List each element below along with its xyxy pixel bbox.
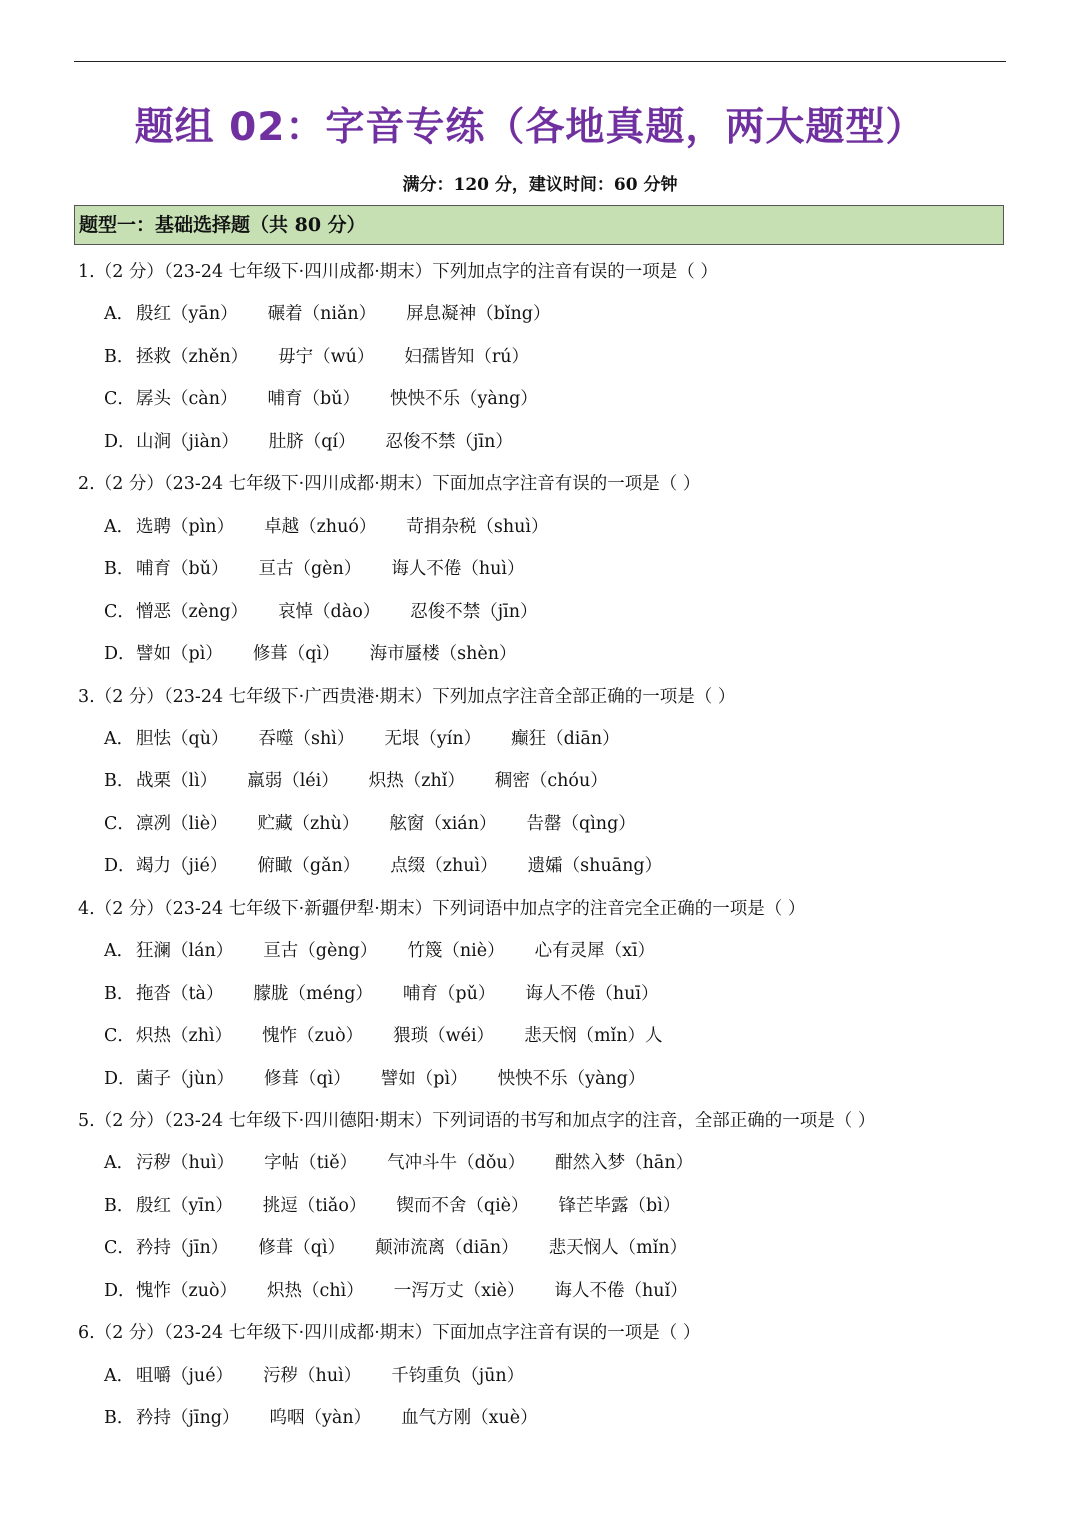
option-letter: C． — [104, 1238, 135, 1259]
option-word: 殷红（yīn） — [136, 1195, 233, 1216]
option-word: 锲而不舍（qiè） — [396, 1195, 529, 1216]
option-word: 朦胧（méng） — [253, 983, 373, 1004]
option-word: 炽热（zhì） — [136, 1026, 233, 1047]
option-word: 气冲斗牛（dǒu） — [387, 1153, 526, 1174]
answer-option — [104, 598, 538, 623]
option-letter: B． — [104, 1408, 135, 1429]
option-word: 凛冽（liè） — [136, 813, 228, 834]
option-word: 妇孺皆知（rú） — [404, 346, 530, 367]
option-word: 怏怏不乐（yàng） — [497, 1068, 646, 1089]
option-letter: B． — [104, 559, 135, 580]
option-word: 战栗（lì） — [136, 771, 218, 792]
option-word: 贮藏（zhù） — [257, 813, 360, 834]
option-word: 诲人不倦（huǐ） — [554, 1280, 688, 1301]
option-word: 竭力（jié） — [136, 856, 228, 877]
option-word: 狂澜（lán） — [136, 941, 234, 962]
option-word: 殷红（yān） — [136, 304, 238, 325]
answer-option — [104, 1022, 663, 1047]
option-word: 亘古（gèng） — [263, 941, 378, 962]
option-word: 忍俊不禁（jīn） — [410, 601, 538, 622]
question-stem: 1.（2 分）（23-24 七年级下·四川成都·期末）下列加点字的注音有误的一项是（ ） — [78, 262, 718, 282]
option-word: 忍俊不禁（jīn） — [385, 431, 513, 452]
answer-option — [104, 810, 636, 835]
option-word: 污秽（huì） — [136, 1153, 235, 1174]
option-word: 心有灵犀（xī） — [534, 941, 656, 962]
option-letter: D． — [104, 1280, 136, 1301]
question-stem: 4.（2 分）（23-24 七年级下·新疆伊犁·期末）下列词语中加点字的注音完全正确的一项是（ ） — [78, 898, 806, 919]
option-word: 羸弱（léi） — [247, 771, 339, 792]
option-letter: A． — [104, 516, 135, 537]
option-word: 哺育（bǔ） — [267, 389, 360, 410]
answer-option — [104, 300, 550, 325]
option-word: 毋宁（wú） — [278, 346, 375, 367]
option-word: 憎恶（zèng） — [136, 601, 249, 622]
option-word: 哺育（bǔ） — [136, 559, 229, 580]
option-word: 血气方刚（xuè） — [401, 1408, 538, 1429]
option-word: 亘古（gèn） — [258, 559, 362, 580]
answer-option — [104, 1404, 538, 1429]
answer-option — [104, 343, 529, 368]
option-word: 选聘（pìn） — [136, 516, 235, 537]
option-word: 酣然入梦（hān） — [555, 1153, 694, 1174]
option-letter: C． — [104, 389, 135, 410]
option-word: 碾着（niǎn） — [267, 304, 377, 325]
option-word: 苛捐杂税（shuì） — [406, 516, 549, 537]
option-letter: D． — [104, 1068, 136, 1089]
answer-option — [104, 980, 659, 1005]
option-word: 吞噬（shì） — [258, 728, 355, 749]
option-letter: C． — [104, 1026, 135, 1047]
option-word: 肚脐（qí） — [268, 431, 356, 452]
option-word: 卓越（zhuó） — [264, 516, 377, 537]
option-word: 遗孀（shuāng） — [527, 856, 663, 877]
option-word: 譬如（pì） — [380, 1068, 468, 1089]
option-word: 颠沛流离（diān） — [375, 1238, 519, 1259]
option-letter: A． — [104, 1365, 135, 1386]
answer-option — [104, 1277, 688, 1302]
option-letter: C． — [104, 601, 135, 622]
option-word: 山涧（jiàn） — [136, 431, 239, 452]
option-word: 挑逗（tiǎo） — [262, 1195, 367, 1216]
option-word: 炽热（zhǐ） — [368, 771, 465, 792]
option-word: 稠密（chóu） — [494, 771, 608, 792]
option-word: 千钧重负（jūn） — [391, 1365, 525, 1386]
option-letter: A． — [104, 1153, 135, 1174]
section-header: 题型一：基础选择题（共 80 分） — [74, 205, 1004, 245]
answer-option — [104, 555, 524, 580]
option-word: 告罄（qìng） — [526, 813, 636, 834]
option-word: 菌子（jùn） — [136, 1068, 234, 1089]
option-word: 癫狂（diān） — [511, 728, 620, 749]
option-word: 海市蜃楼（shèn） — [369, 644, 517, 665]
option-word: 胆怯（qù） — [136, 728, 229, 749]
option-word: 哀悼（dào） — [278, 601, 381, 622]
answer-option — [104, 1192, 680, 1217]
option-word: 舷窗（xián） — [389, 813, 497, 834]
option-word: 无垠（yín） — [384, 728, 482, 749]
option-word: 俯瞰（gǎn） — [257, 856, 361, 877]
answer-option — [104, 385, 538, 410]
option-letter: A． — [104, 941, 135, 962]
option-word: 点缀（zhuì） — [390, 856, 498, 877]
option-letter: C． — [104, 813, 135, 834]
question-stem: 5.（2 分）（23-24 七年级下·四川德阳·期末）下列词语的书写和加点字的注音，全部正确的一项是（ ） — [78, 1111, 876, 1131]
option-word: 拯救（zhěn） — [136, 346, 249, 367]
option-word: 诲人不倦（huī） — [525, 983, 659, 1004]
option-word: 愧怍（zuò） — [136, 1280, 238, 1301]
option-word: 修葺（qì） — [258, 1238, 346, 1259]
option-word: 孱头（càn） — [136, 389, 238, 410]
option-letter: B． — [104, 983, 135, 1004]
option-letter: D． — [104, 431, 136, 452]
option-word: 污秽（huì） — [263, 1365, 362, 1386]
question-stem: 6.（2 分）（23-24 七年级下·四川成都·期末）下面加点字注音有误的一项是（ ） — [78, 1323, 701, 1344]
option-word: 修葺（qì） — [263, 1068, 351, 1089]
option-letter: B． — [104, 346, 135, 367]
option-word: 竹篾（niè） — [407, 941, 505, 962]
option-word: 屏息凝神（bǐng） — [406, 304, 551, 325]
option-letter: A． — [104, 304, 135, 325]
option-word: 愧怍（zuò） — [262, 1026, 364, 1047]
option-word: 锋芒毕露（bì） — [558, 1195, 681, 1216]
option-word: 炽热（chì） — [267, 1280, 364, 1301]
option-word: 修葺（qì） — [252, 644, 340, 665]
option-letter: D． — [104, 644, 136, 665]
option-word: 矜持（jīng） — [136, 1408, 240, 1429]
answer-option — [104, 428, 513, 453]
option-letter: D． — [104, 856, 136, 877]
answer-option — [104, 852, 662, 877]
answer-option — [104, 725, 620, 750]
option-word: 一泻万丈（xiè） — [393, 1280, 525, 1301]
option-word: 矜持（jīn） — [136, 1238, 229, 1259]
option-word: 悲天悯人（mǐn） — [548, 1238, 688, 1259]
option-letter: B． — [104, 771, 135, 792]
question-stem: 3.（2 分）（23-24 七年级下·广西贵港·期末）下列加点字注音全部正确的一项是（ ） — [78, 686, 736, 707]
answer-option — [104, 1362, 524, 1387]
score-info: 满分：120 分，建议时间：60 分钟 — [402, 175, 678, 195]
option-letter: A． — [104, 728, 135, 749]
answer-option — [104, 513, 549, 538]
page-title: 题组 02：字音专练（各地真题，两大题型） — [134, 105, 926, 150]
option-word: 咀嚼（jué） — [136, 1365, 234, 1386]
answer-option — [104, 767, 608, 792]
option-word: 猥琐（wéi） — [393, 1026, 495, 1047]
option-word: 诲人不倦（huì） — [391, 559, 525, 580]
header-rule — [74, 61, 1006, 62]
option-word: 拖沓（tà） — [136, 983, 224, 1004]
question-stem: 2.（2 分）（23-24 七年级下·四川成都·期末）下面加点字注音有误的一项是（ ） — [78, 474, 701, 495]
answer-option — [104, 1065, 645, 1090]
option-word: 怏怏不乐（yàng） — [390, 389, 538, 410]
option-letter: B． — [104, 1195, 135, 1216]
option-word: 呜咽（yàn） — [269, 1408, 372, 1429]
option-word: 哺育（pǔ） — [402, 983, 496, 1004]
option-word: 譬如（pì） — [136, 644, 223, 665]
answer-option — [104, 1234, 687, 1259]
option-word: 悲天悯（mǐn）人 — [524, 1026, 663, 1047]
option-word: 字帖（tiě） — [264, 1153, 358, 1174]
answer-option — [104, 937, 655, 962]
answer-option — [104, 640, 517, 665]
answer-option — [104, 1149, 693, 1174]
